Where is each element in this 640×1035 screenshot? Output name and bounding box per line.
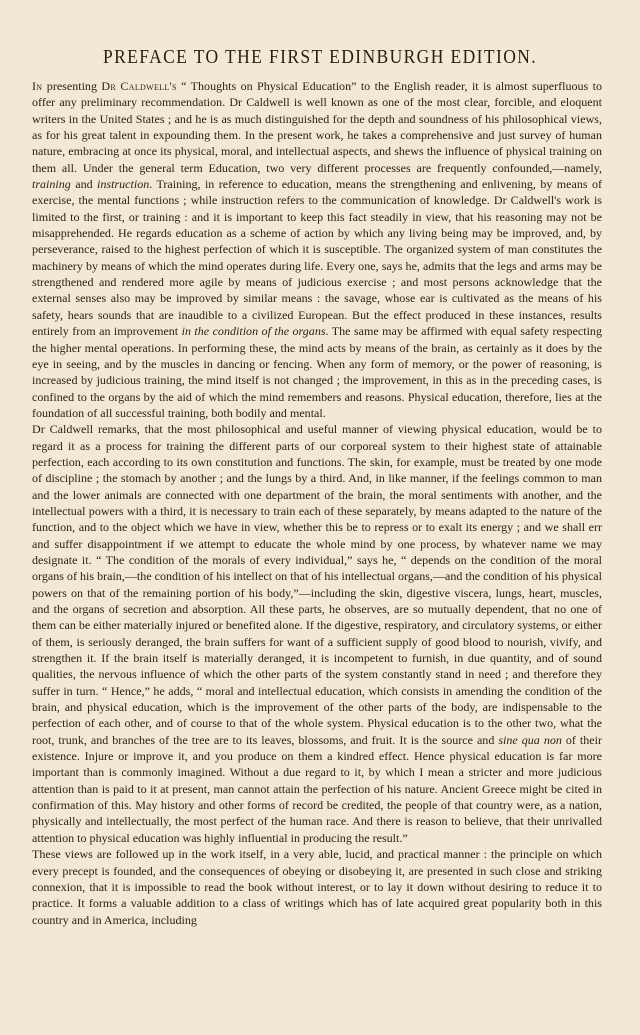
emphasis-condition: in the condition of the organs bbox=[181, 324, 326, 339]
author-title: Dr bbox=[101, 79, 117, 93]
preface-body bbox=[32, 78, 602, 928]
text-run: . The same may be affirmed with equal safety respecting the higher mental operations. In performing these, the mind acts by means of the brain, as certainly as it does by the eye in seeing, and by the muscles in dancing or fencing. When any form of memory, or the power of reasoning, is increased by judicious training, the mind itself is not changed ; the improvement, in this as in the preceding cases, is confined to the organs by the aid of which the mind remembers and reasons. Physical education, therefore, lies at the foundation of all successful training, both bodily and mental. bbox=[32, 324, 602, 420]
paragraph-2 bbox=[32, 421, 602, 846]
paragraph-3 bbox=[32, 846, 602, 928]
text-run: These views are followed up in the work itself, in a very able, lucid, and practical manner : the principle on which every precept is founded, and the consequences of obeying or disobeying it, are presented in such close and striking connexion, that it is impossible to read the book without interest, or to lay it down without desiring to reduce it to practice. It forms a valuable addition to a class of writings which has of late acquired great popularity both in this country and in America, including bbox=[32, 847, 602, 927]
drop-word: In bbox=[32, 79, 43, 93]
author-name: Caldwell's bbox=[120, 79, 177, 93]
emphasis-sine-qua-non: sine qua non bbox=[498, 732, 562, 747]
text-run: . Training, in reference to education, means the strengthening and enlivening, by means of exercise, the mental functions ; while instruction refers to the communication of knowledge. Dr Caldwell's work is limited to the first, or training : and it is important to keep this fact steadily in view, that his reasoning may not be misapprehended. He regards education as a scheme of action by which any living being may be improved, and, by perseverance, raised to the highest perfection of which it is susceptible. The organized system of man constitutes the machinery by means of which the mind operates during life. Every one, says he, admits that the legs and arms may be strengthened and rendered more agile by means of judicious exercise ; and most persons acknowledge that the external senses also may be improved by similar means : the savage, whose ear is cultivated as the means of his safety, hears sounds that are inaudible to a civilized European. But the effect produced in these instances, results entirely from an improvement bbox=[32, 177, 603, 339]
emphasis-instruction: instruction bbox=[97, 177, 150, 192]
text-run: Dr Caldwell remarks, that the most philosophical and useful manner of viewing physical education, would be to regard it as a process for training the different parts of our corporeal system to their highest state of attainable perfection, each according to its own constitution and functions. The skin, for example, must be treated by one mode of discipline ; the stomach by another ; and the lungs by a third. And, in like manner, if the feelings common to man and the lower animals are connected with one department of the brain, the moral sentiments with another, and the intellectual powers with a third, it is necessary to train each of these separately, by means adapted to the nature of the function, and to the object which we have in view, whether this be to repress or to exalt its energy ; and we shall err and suffer disappointment if we attempt to educate the whole mind by one process, by whatever name we may designate it. “ The condition of the morals of every individual,” says he, “ depends on the condition of the moral organs of his brain,—the condition of his intellect on that of his intellectual organs,—and the condition of his physical powers on that of the remaining portion of his body,”—including the skin, digestive viscera, lungs, heart, muscles, and the organs of secretion and absorption. All these parts, he observes, are so mutually dependent, that no one of them can be either materially injured or benefited alone. If the digestive, respiratory, and circulatory systems, or either of them, is seriously deranged, the brain suffers for want of a sufficient supply of good blood to nourish, vivify, and strengthen it. If the brain itself is materially deranged, it is incompetent to furnish, in due quantity, and of sound qualities, the nervous influence of which the other parts of the system constantly stand in need ; and therefore they suffer in turn. “ Hence,” he adds, “ moral and intellectual education, which consists in amending the condition of the brain, and physical education, which is the improvement of the other parts of the body, are indispensable to the perfection of each other, and of course to that of the whole system. Physical education is to the other two, what the root, trunk, and branches of the tree are to its leaves, blossoms, and fruit. It is the source and bbox=[32, 422, 602, 747]
emphasis-training: training bbox=[32, 177, 71, 192]
text-run: presenting bbox=[42, 79, 102, 93]
text-run: of their existence. Injure or improve it, and you produce on them a kindred effect. Hence physical education is far more important than is commonly imagined. Without a due regard to it, by which I mean a stricter and more judicious attention than is paid to it at present, man cannot attain the perfection of his nature. Ancient Greece might be cited in confirmation of this. May history and other forms of record be credited, the people of that country were, as a nation, physically and intellectually, the most perfect of the human race. And there is reason to believe, that their unrivalled attention to physical education was highly influential in producing the result.” bbox=[32, 732, 602, 845]
text-run: and bbox=[70, 177, 98, 192]
text-run: “ Thoughts on Physical Education” to the English reader, it is almost superfluous to offer any preliminary recommendation. Dr Caldwell is well known as one of the most clear, forcible, and eloquent writers in the United States ; and he is as much distinguished for the depth and soundness of his philosophical views, as for his great talent in expounding them. In the present work, he takes a comprehensive and just survey of human nature, embracing at once its physical, moral, and intellectual aspects, and shews the influence of physical training on them all. Under the general term Education, two very different processes are frequently confounded,—namely, bbox=[32, 79, 602, 175]
page-title: PREFACE TO THE FIRST EDINBURGH EDITION. bbox=[102, 44, 538, 68]
paragraph-1 bbox=[32, 78, 602, 421]
